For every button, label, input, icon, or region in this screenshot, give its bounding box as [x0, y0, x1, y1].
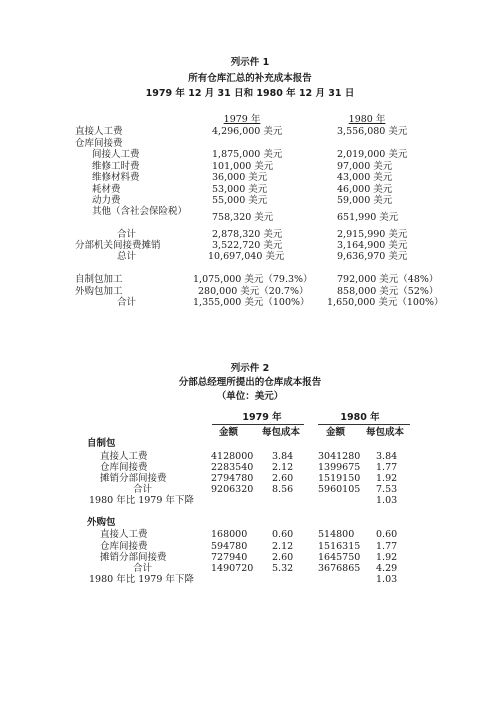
- row-label: 仓库间接费: [100, 541, 148, 552]
- amount-1980: 514800: [318, 529, 355, 540]
- column-header-1980: 1980 年: [348, 114, 386, 125]
- exhibit-1-title: 所有仓库汇总的补充成本报告: [188, 73, 312, 84]
- value-1980: 3,164,900 美元: [337, 240, 408, 251]
- unit-cost-1980: 1.92: [376, 473, 398, 484]
- row-label: 直接人工费: [100, 451, 148, 462]
- unit-cost-1980: 1.03: [376, 495, 398, 506]
- unit-cost-1979: 2.12: [272, 541, 294, 552]
- value-1979: 2,878,320 美元: [212, 229, 283, 240]
- amount-1980: 1399675: [318, 462, 361, 473]
- row-label: 自制包加工: [75, 274, 123, 285]
- unit-cost-1980: 7.53: [376, 484, 398, 495]
- value-1980: 858,000 美元（52%）: [337, 286, 439, 297]
- unit-cost-1980: 4.29: [376, 563, 398, 574]
- row-label: 分部机关间接费摊销: [75, 240, 161, 251]
- value-1980: 46,000 美元: [337, 184, 393, 195]
- exhibit-2-caption: 列示件 2: [230, 363, 270, 374]
- value-1980: 97,000 美元: [337, 161, 393, 172]
- value-1979: 1,355,000 美元（100%）: [193, 297, 310, 308]
- amount-1979: 594780: [211, 541, 248, 552]
- grand-total-label: 总计: [117, 251, 137, 262]
- section-heading: 自制包: [87, 438, 116, 449]
- amount-1979: 9206320: [211, 484, 254, 495]
- value-1980: 1,650,000 美元（100%）: [327, 297, 444, 308]
- row-label: 其他（含社会保险税）: [92, 206, 188, 217]
- exhibit-2-unit: （单位：美元）: [216, 391, 284, 402]
- year-header-1980: 1980 年: [340, 412, 380, 423]
- subtotal-label: 合计: [117, 229, 137, 240]
- row-label: 摊销分部间接费: [100, 473, 167, 484]
- value-1979: 1,875,000 美元: [212, 149, 283, 160]
- value-1979: 10,697,040 美元: [208, 251, 285, 262]
- year-header-1979: 1979 年: [242, 412, 282, 423]
- subtotal-label: 合计: [133, 563, 153, 574]
- amount-1979: 4128000: [211, 451, 254, 462]
- unit-cost-1980: 1.77: [376, 541, 398, 552]
- unit-cost-1979: 3.84: [272, 451, 294, 462]
- column-header-1979: 1979 年: [223, 114, 261, 125]
- value-1979: 101,000 美元: [212, 161, 274, 172]
- column-header-unit-cost: 每包成本: [366, 427, 405, 438]
- subtotal-label: 合计: [117, 297, 137, 308]
- row-label: 直接人工费: [100, 529, 148, 540]
- subtotal-label: 合计: [133, 484, 153, 495]
- column-header-unit-cost: 每包成本: [262, 427, 301, 438]
- amount-1979: 727940: [211, 552, 248, 563]
- value-1980: 2,915,990 美元: [337, 229, 408, 240]
- unit-cost-1979: 2.60: [272, 473, 294, 484]
- column-header-amount: 金额: [219, 427, 239, 438]
- amount-1980: 1516315: [318, 541, 361, 552]
- row-label: 直接人工费: [75, 126, 123, 137]
- row-label: 间接人工费: [92, 149, 140, 160]
- column-header-amount: 金额: [326, 427, 346, 438]
- value-1979: 53,000 美元: [212, 184, 268, 195]
- row-label: 耗材费: [92, 184, 121, 195]
- row-label: 动力费: [92, 195, 121, 206]
- unit-cost-1980: 3.84: [376, 451, 398, 462]
- unit-cost-1979: 2.12: [272, 462, 294, 473]
- unit-cost-1979: 0.60: [272, 529, 294, 540]
- value-1979: 1,075,000 美元（79.3%）: [193, 274, 313, 285]
- amount-1980: 1519150: [318, 473, 361, 484]
- amount-1980: 3676865: [318, 563, 361, 574]
- unit-cost-1979: 8.56: [272, 484, 294, 495]
- unit-cost-1979: 5.32: [272, 563, 294, 574]
- row-label: 摊销分部间接费: [100, 552, 167, 563]
- amount-1979: 2283540: [211, 462, 254, 473]
- exhibit-1-caption: 列示件 1: [230, 57, 270, 68]
- value-1979: 3,522,720 美元: [212, 240, 283, 251]
- value-1979: 4,296,000 美元: [212, 126, 283, 137]
- exhibit-2-title: 分部总经理所提出的仓库成本报告: [178, 377, 322, 388]
- value-1980: 43,000 美元: [337, 172, 393, 183]
- value-1980: 2,019,000 美元: [337, 149, 408, 160]
- value-1980: 651,990 美元: [337, 212, 399, 223]
- amount-1980: 1645750: [318, 552, 361, 563]
- value-1980: 59,000 美元: [337, 195, 393, 206]
- row-label: 外购包加工: [75, 286, 123, 297]
- exhibit-1-subtitle: 1979 年 12 月 31 日和 1980 年 12 月 31 日: [145, 88, 355, 99]
- year-underline-1980: [318, 424, 410, 425]
- amount-1979: 1490720: [211, 563, 254, 574]
- row-label: 仓库间接费: [100, 462, 148, 473]
- value-1979: 36,000 美元: [212, 172, 268, 183]
- amount-1980: 5960105: [318, 484, 361, 495]
- value-1979: 55,000 美元: [212, 195, 268, 206]
- row-label: 维修材料费: [92, 172, 140, 183]
- decline-label: 1980 年比 1979 年下降: [89, 574, 194, 585]
- value-1980: 3,556,080 美元: [337, 126, 408, 137]
- section-heading: 外购包: [87, 517, 116, 528]
- amount-1979: 168000: [211, 529, 248, 540]
- row-label: 维修工时费: [92, 161, 140, 172]
- unit-cost-1980: 1.03: [376, 574, 398, 585]
- value-1980: 9,636,970 美元: [337, 251, 408, 262]
- amount-1979: 2794780: [211, 473, 254, 484]
- year-underline-1979: [212, 424, 304, 425]
- unit-cost-1980: 1.92: [376, 552, 398, 563]
- amount-1980: 3041280: [318, 451, 361, 462]
- unit-cost-1980: 0.60: [376, 529, 398, 540]
- value-1980: 792,000 美元（48%）: [337, 274, 439, 285]
- row-label: 仓库间接费: [75, 138, 123, 149]
- value-1979: 758,320 美元: [212, 212, 274, 223]
- unit-cost-1980: 1.77: [376, 462, 398, 473]
- decline-label: 1980 年比 1979 年下降: [89, 495, 194, 506]
- value-1979: 280,000 美元（20.7%）: [198, 286, 309, 297]
- unit-cost-1979: 2.60: [272, 552, 294, 563]
